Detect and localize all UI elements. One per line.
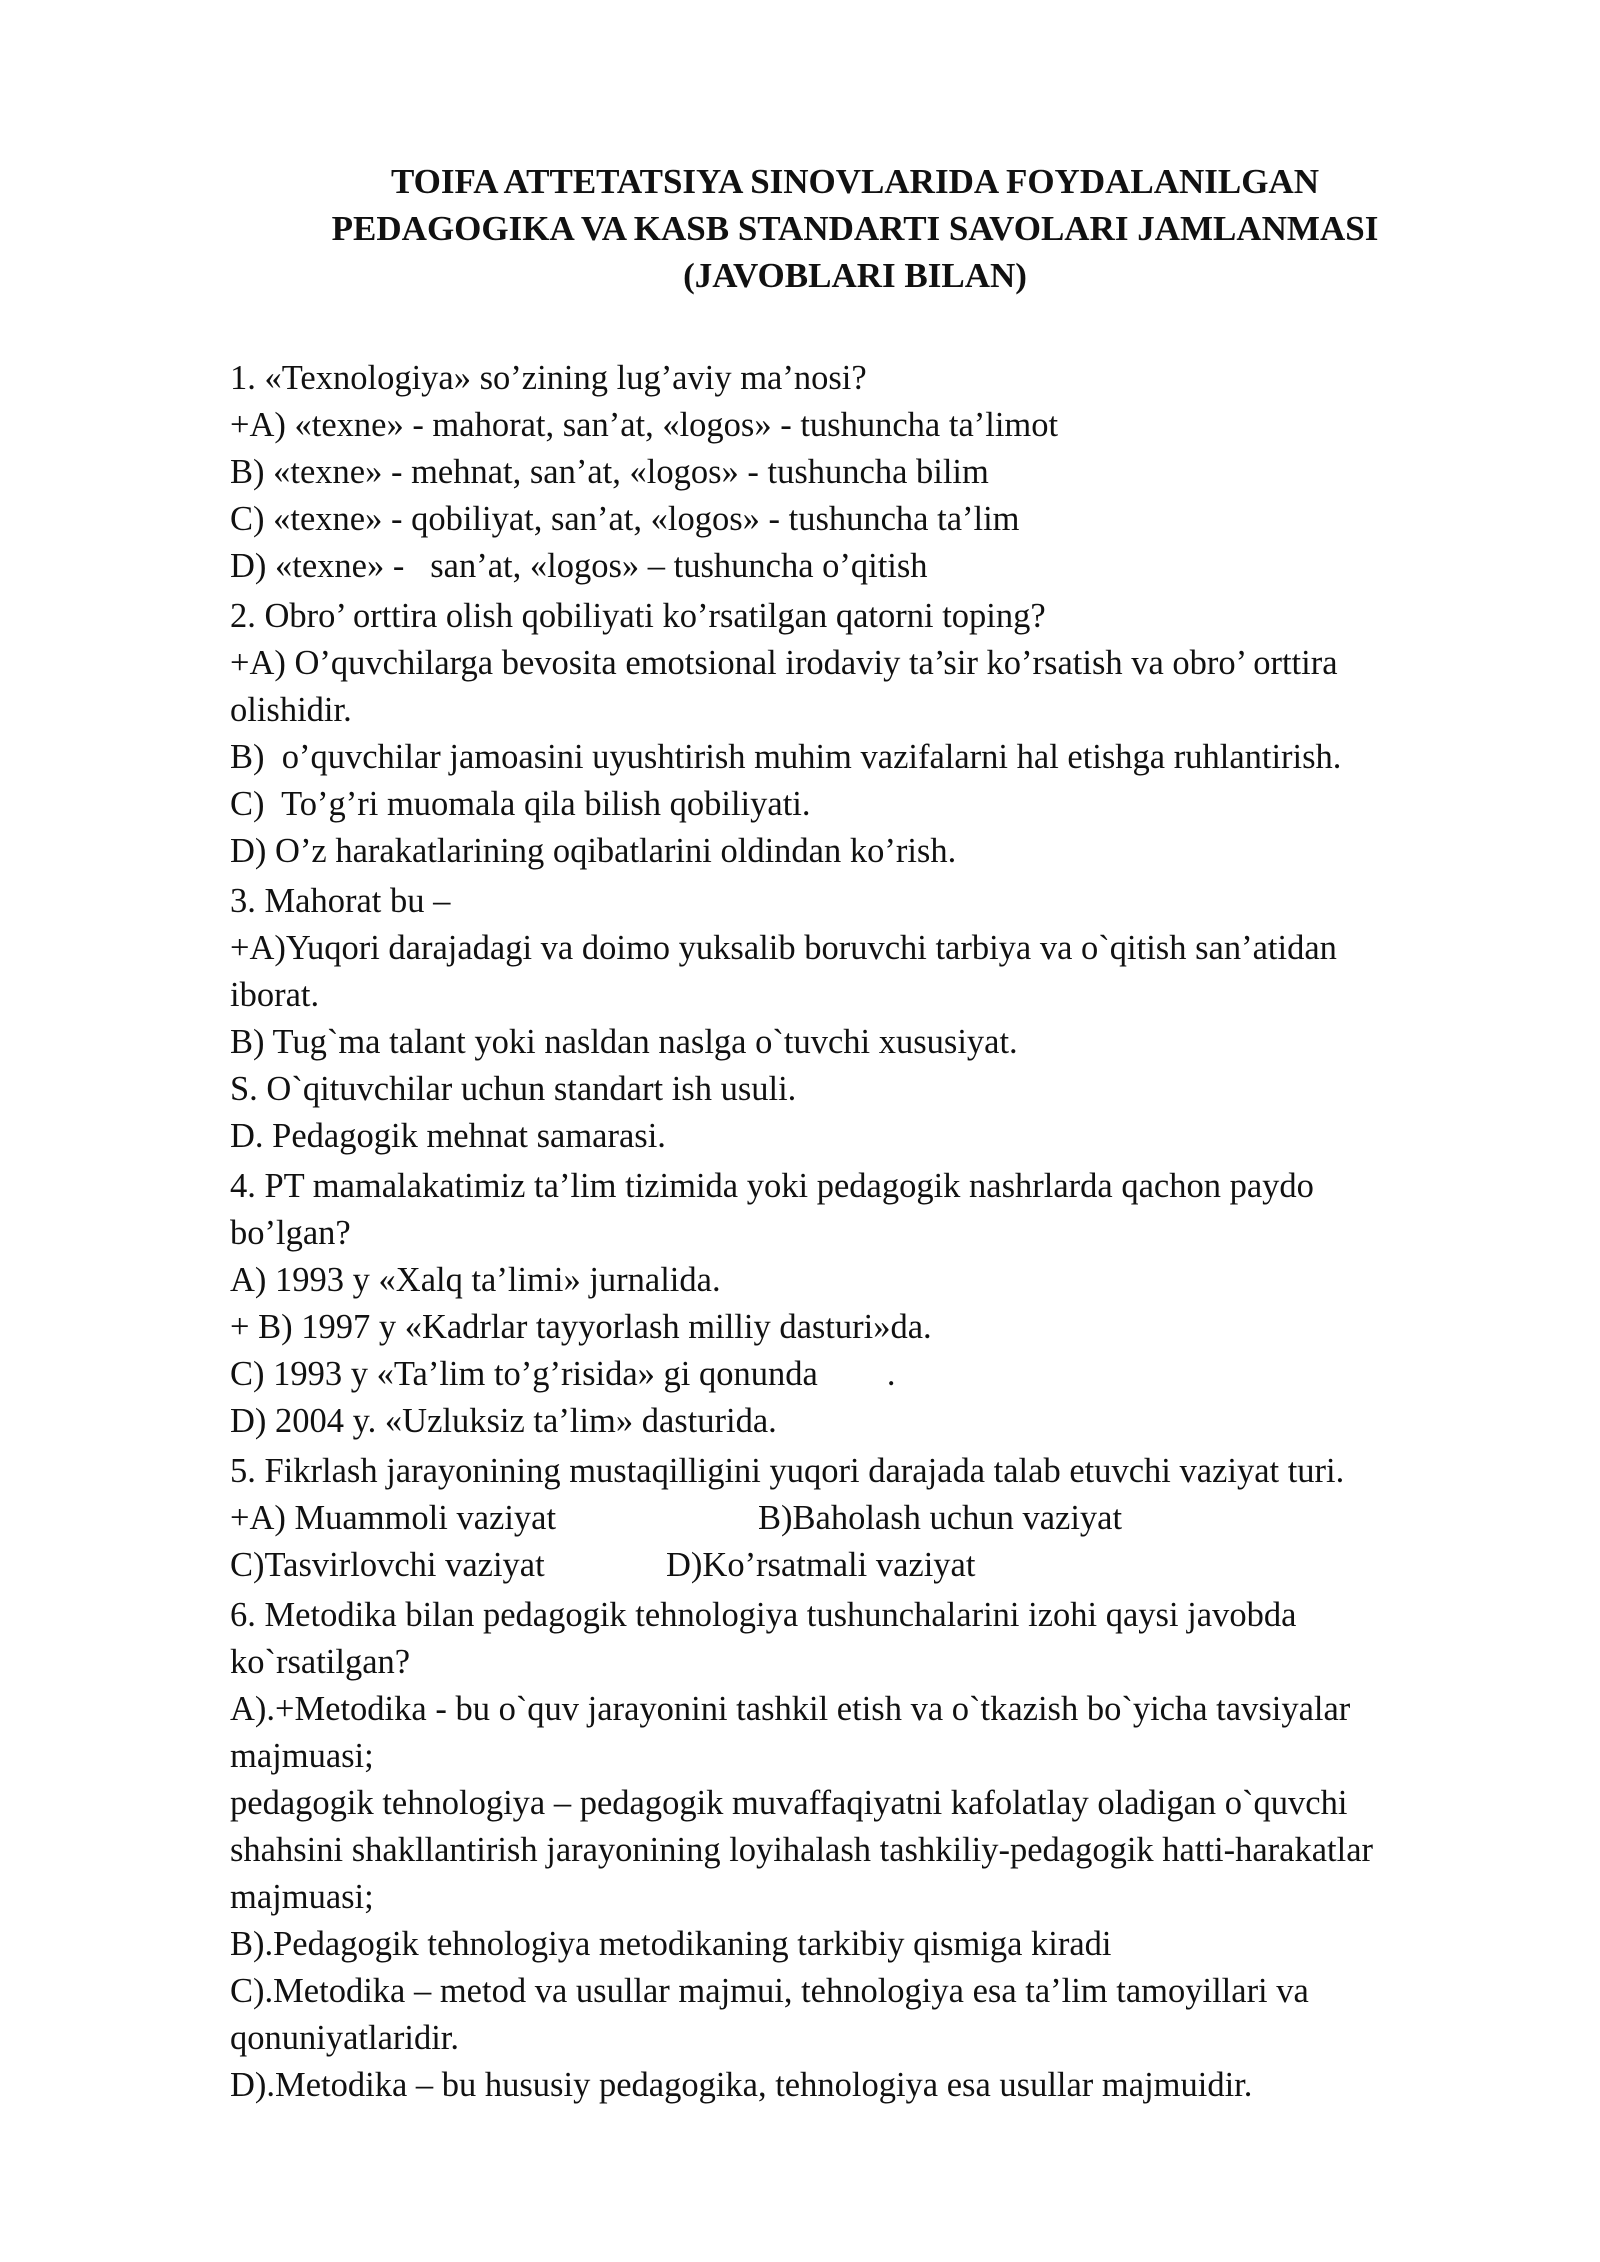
title-line-3: (JAVOBLARI BILAN) bbox=[683, 256, 1027, 295]
question-1-option-a: +A) «texne» - mahorat, san’at, «logos» - tushuncha ta’limot bbox=[230, 406, 1059, 444]
question-4-option-b: + B) 1997 y «Kadrlar tayyorlash milliy dasturi»da. bbox=[230, 1308, 932, 1346]
question-2 bbox=[230, 593, 1530, 875]
question-4-text-line-2: bo’lgan? bbox=[230, 1214, 351, 1252]
question-1-option-c: C) «texne» - qobiliyat, san’at, «logos» - tushuncha ta’lim bbox=[230, 500, 1020, 538]
question-4-option-a: A) 1993 y «Xalq ta’limi» jurnalida. bbox=[230, 1261, 721, 1299]
document-title bbox=[230, 158, 1480, 299]
question-6-option-a-line-3: pedagogik tehnologiya – pedagogik muvaffaqiyatni kafolatlay oladigan o`quvchi bbox=[230, 1784, 1348, 1822]
question-2-option-a-line-1: +A) O’quvchilarga bevosita emotsional irodaviy ta’sir ko’rsatish va obro’ orttira bbox=[230, 644, 1338, 682]
question-5-options-row-1 bbox=[230, 1495, 1530, 1542]
question-6-text-line-1: 6. Metodika bilan pedagogik tehnologiya tushunchalarini izohi qaysi javobda bbox=[230, 1596, 1297, 1634]
question-4 bbox=[230, 1163, 1530, 1445]
question-2-text: 2. Obro’ orttira olish qobiliyati ko’rsatilgan qatorni toping? bbox=[230, 597, 1046, 635]
question-3-text: 3. Mahorat bu – bbox=[230, 882, 451, 920]
question-6-text-line-2: ko`rsatilgan? bbox=[230, 1643, 411, 1681]
question-4-text-line-1: 4. PT mamalakatimiz ta’lim tizimida yoki pedagogik nashrlarda qachon paydo bbox=[230, 1167, 1314, 1205]
question-3-option-d: D. Pedagogik mehnat samarasi. bbox=[230, 1117, 666, 1155]
question-5-option-c: C)Tasvirlovchi vaziyat bbox=[230, 1546, 545, 1584]
question-1-option-b: B) «texne» - mehnat, san’at, «logos» - tushuncha bilim bbox=[230, 453, 989, 491]
question-6-option-b: B).Pedagogik tehnologiya metodikaning tarkibiy qismiga kiradi bbox=[230, 1925, 1112, 1963]
question-6-option-c-line-2: qonuniyatlaridir. bbox=[230, 2019, 460, 2057]
question-3-option-b: B) Tug`ma talant yoki nasldan naslga o`tuvchi xususiyat. bbox=[230, 1023, 1018, 1061]
question-1-text: 1. «Texnologiya» so’zining lug’aviy ma’nosi? bbox=[230, 359, 867, 397]
title-line-1: TOIFA ATTETATSIYA SINOVLARIDA FOYDALANILGAN bbox=[390, 162, 1320, 201]
question-6-option-c-line-1: C).Metodika – metod va usullar majmui, tehnologiya esa ta’lim tamoyillari va bbox=[230, 1972, 1309, 2010]
question-6-option-a-line-2: majmuasi; bbox=[230, 1737, 374, 1775]
question-3-option-a-line-1: +A)Yuqori darajadagi va doimo yuksalib boruvchi tarbiya va o`qitish san’atidan bbox=[230, 929, 1337, 967]
question-5-options-row-2 bbox=[230, 1542, 1530, 1589]
question-3-option-a-line-2: iborat. bbox=[230, 976, 320, 1014]
question-2-option-d: D) O’z harakatlarining oqibatlarini oldindan ko’rish. bbox=[230, 832, 957, 870]
question-4-option-c: C) 1993 y «Ta’lim to’g’risida» gi qonunda . bbox=[230, 1355, 896, 1393]
question-3-option-c: S. O`qituvchilar uchun standart ish usuli. bbox=[230, 1070, 797, 1108]
question-5-text: 5. Fikrlash jarayonining mustaqilligini yuqori darajada talab etuvchi vaziyat turi. bbox=[230, 1452, 1345, 1490]
question-6-option-a-line-4: shahsini shakllantirish jarayonining loyihalash tashkiliy-pedagogik hatti-harakatlar bbox=[230, 1831, 1374, 1869]
question-1 bbox=[230, 355, 1530, 590]
question-5-option-d: D)Ko’rsatmali vaziyat bbox=[666, 1546, 976, 1584]
title-line-2: PEDAGOGIKA VA KASB STANDARTI SAVOLARI JAMLANMASI bbox=[331, 209, 1379, 248]
question-5 bbox=[230, 1448, 1530, 1589]
question-5-option-a: +A) Muammoli vaziyat bbox=[230, 1499, 557, 1537]
question-5-option-b: B)Baholash uchun vaziyat bbox=[758, 1499, 1123, 1537]
question-6-option-a-line-1: A).+Metodika - bu o`quv jarayonini tashkil etish va o`tkazish bo`yicha tavsiyalar bbox=[230, 1690, 1351, 1728]
question-6-option-a-line-5: majmuasi; bbox=[230, 1878, 374, 1916]
question-1-option-d: D) «texne» - san’at, «logos» – tushuncha o’qitish bbox=[230, 547, 928, 585]
questions-list bbox=[230, 355, 1530, 2109]
question-2-option-c: C) To’g’ri muomala qila bilish qobiliyati. bbox=[230, 785, 811, 823]
question-6 bbox=[230, 1592, 1530, 2109]
question-2-option-a-line-2: olishidir. bbox=[230, 691, 352, 729]
question-2-option-b: B) o’quvchilar jamoasini uyushtirish muhim vazifalarni hal etishga ruhlantirish. bbox=[230, 738, 1342, 776]
question-6-option-d: D).Metodika – bu hususiy pedagogika, tehnologiya esa usullar majmuidir. bbox=[230, 2066, 1253, 2104]
question-4-option-d: D) 2004 y. «Uzluksiz ta’lim» dasturida. bbox=[230, 1402, 777, 1440]
question-3 bbox=[230, 878, 1530, 1160]
